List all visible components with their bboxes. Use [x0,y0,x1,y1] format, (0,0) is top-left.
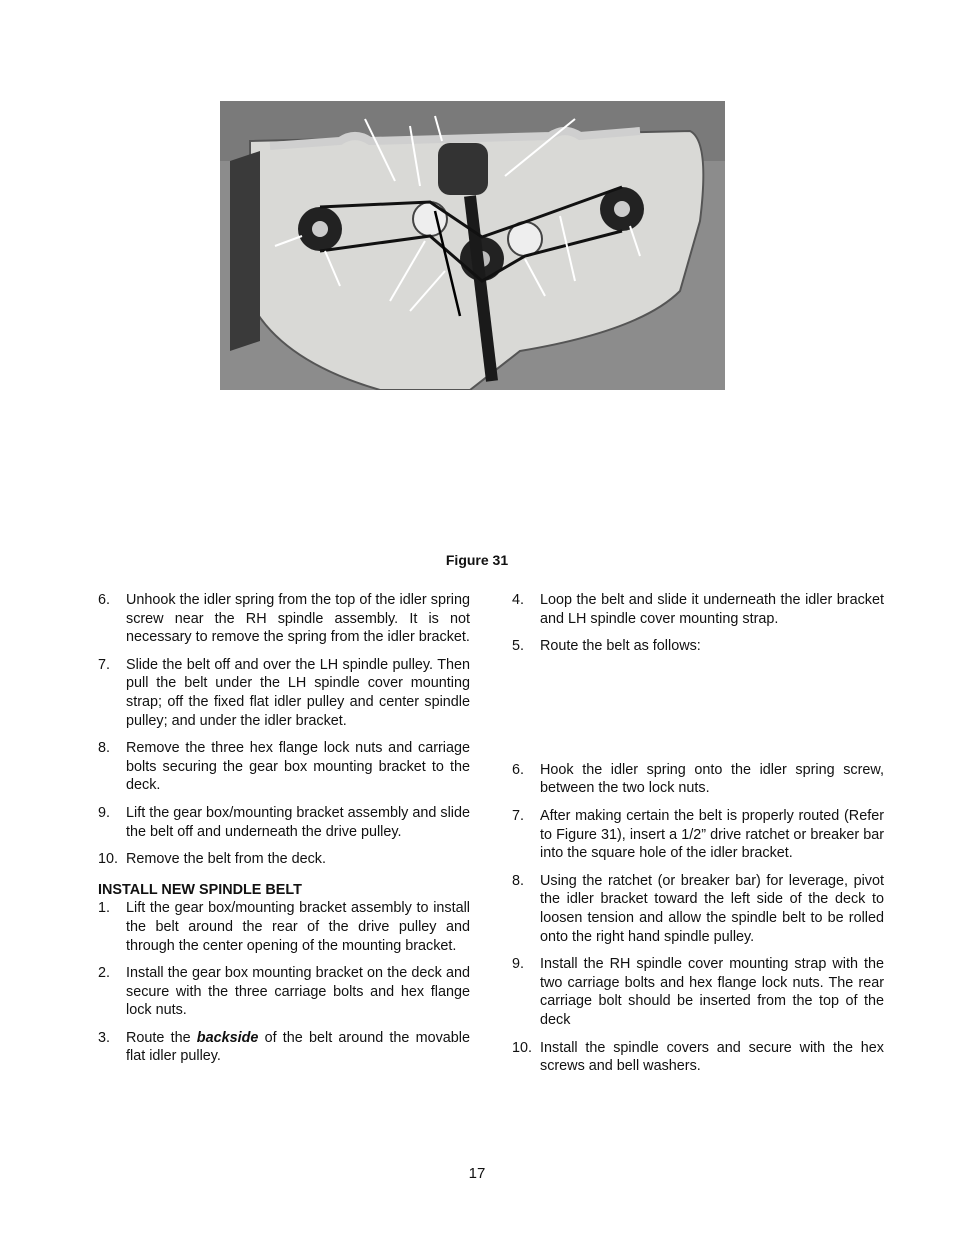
list-item [98,804,470,841]
step-text: Route the belt as follows: [540,638,701,655]
list-item [512,637,884,656]
routing-gap [512,665,884,761]
step-number: 1. [98,900,111,917]
step-text: After making certain the belt is properly routed (Refer to Figure 31), insert a 1/2” drive ratchet or breaker bar into the square hole of the idler bracket. [540,807,884,862]
step-number: 8. [512,872,525,889]
step-text: Remove the belt from the deck. [126,851,326,868]
step-text: Unhook the idler spring from the top of the idler spring screw near the RH spindle assembly. It is not necessary to remove the spring from the idler bracket. [126,592,470,646]
section-heading: INSTALL NEW SPINDLE BELT [98,881,302,898]
step-text: Remove the three hex flange lock nuts and carriage bolts securing the gear box mounting bracket to the deck. [126,740,470,794]
list-item [512,1039,884,1076]
step-text: Install the gear box mounting bracket on the deck and secure with the three carriage bolts and hex flange lock nuts. [126,965,470,1019]
step-number: 9. [512,956,525,973]
step-text: Install the RH spindle cover mounting strap with the two carriage bolts and hex flange lock nuts. The rear carriage bolt should be inserted from the top of the deck [540,956,884,1028]
step-text [126,1029,470,1066]
step-number: 7. [98,656,111,673]
step-text: Lift the gear box/mounting bracket assembly and slide the belt off and underneath the drive pulley. [126,804,470,840]
step-number: 6. [98,592,111,608]
step-number: 2. [98,965,111,982]
left-column [98,591,470,1075]
step-text: Hook the idler spring onto the idler spring screw, between the two lock nuts. [540,761,884,797]
list-item [98,591,470,647]
step-number: 7. [512,807,525,824]
step-number: 5. [512,638,525,655]
page-number: 17 [468,1165,486,1182]
step-number: 10. [512,1039,533,1056]
step-text-after: of the belt around the movable flat idler pulley. [126,1029,470,1065]
list-item [98,656,470,730]
step-number: 10. [98,851,119,868]
list-item [98,964,470,1020]
step-number: 8. [98,740,111,757]
list-item [512,955,884,1029]
step-text: Loop the belt and slide it underneath the idler bracket and LH spindle cover mounting strap. [540,592,884,627]
list-item [98,850,470,869]
list-item [512,591,884,628]
step-number: 3. [98,1029,111,1046]
step-text: Lift the gear box/mounting bracket assembly to install the belt around the rear of the drive pulley and through the center opening of the mounting bracket. [126,900,470,954]
list-item [512,807,884,863]
step-text: Using the ratchet (or breaker bar) for leverage, pivot the idler bracket toward the left side of the deck to loosen tension and allow the spindle belt to be rolled onto the right hand spindle pulley. [540,872,884,945]
list-item [98,899,470,955]
step-number: 9. [98,804,111,821]
list-item [512,872,884,946]
step-text: Slide the belt off and over the LH spindle pulley. Then pull the belt under the LH spindle cover mounting strap; off the fixed flat idler pulley and center spindle pulley; and under the idler bracket. [126,656,470,729]
step-number: 6. [512,761,525,778]
emphasis-backside: backside [196,1029,259,1046]
list-item [98,739,470,795]
step-text: Install the spindle covers and secure with the hex screws and bell washers. [540,1039,884,1075]
step-number: 4. [512,592,525,608]
step-text-before: Route the [126,1029,197,1046]
figure-31-photo [220,101,725,390]
list-item [512,761,884,798]
figure-caption: Figure 31 [445,552,509,568]
list-item [98,1029,470,1066]
right-column [512,591,884,1085]
